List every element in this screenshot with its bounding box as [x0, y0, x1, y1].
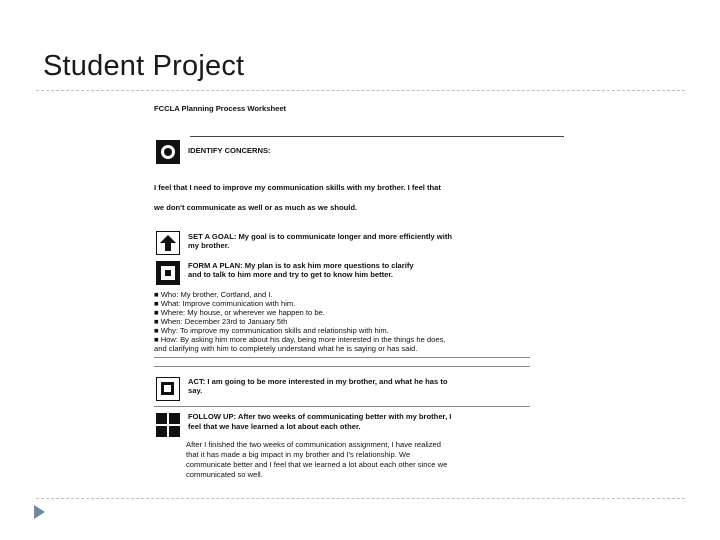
goal-line-2: my brother. — [188, 241, 230, 250]
act-icon — [156, 377, 180, 401]
up-arrow-icon — [156, 231, 180, 255]
plan-bullet-where: ■ Where: My house, or wherever we happen to be. — [154, 308, 325, 317]
divider — [154, 366, 530, 367]
plan-line-1: FORM A PLAN: My plan is to ask him more questions to clarify — [188, 261, 414, 270]
plan-bullet-when: ■ When: December 23rd to January 5th — [154, 317, 288, 326]
slide-title: Student Project — [43, 50, 245, 82]
grid-icon — [156, 413, 180, 437]
plan-bullet-why: ■ Why: To improve my communication skills and relationship with him. — [154, 326, 389, 335]
next-slide-arrow-icon[interactable] — [34, 505, 45, 519]
top-divider — [36, 90, 685, 91]
plan-line-2: and to talk to him more and try to get to know him better. — [188, 270, 394, 279]
goal-line-1: SET A GOAL: My goal is to communicate longer and more efficiently with — [188, 232, 452, 241]
worksheet-title: FCCLA Planning Process Worksheet — [154, 104, 287, 113]
identify-heading: IDENTIFY CONCERNS: — [188, 146, 271, 155]
target-icon — [156, 140, 180, 164]
follow-line-2: feel that we have learned a lot about each other. — [188, 422, 361, 431]
act-line-2: say. — [188, 386, 203, 395]
follow-para-2: that it has made a big impact in my brother and I's relationship. We — [186, 450, 411, 459]
follow-para-3: communicate better and I feel that we learned a lot about each other since we — [186, 460, 448, 469]
divider — [154, 406, 530, 407]
identify-line-1: I feel that I need to improve my communication skills with my brother. I feel that — [154, 183, 441, 192]
plan-bullet-what: ■ What: Improve communication with him. — [154, 299, 296, 308]
identify-line-2: we don't communicate as well or as much as we should. — [154, 203, 358, 212]
divider — [190, 136, 564, 137]
follow-line-1: FOLLOW UP: After two weeks of communicating better with my brother, I — [188, 412, 452, 421]
act-line-1: ACT: I am going to be more interested in my brother, and what he has to — [188, 377, 448, 386]
follow-para-4: communicated so well. — [186, 470, 263, 479]
square-target-icon — [156, 261, 180, 285]
bottom-divider — [36, 498, 685, 499]
plan-bullet-how: ■ How: By asking him more about his day, being more interested in the things he does, — [154, 335, 446, 344]
plan-bullet-how-cont: and clarifying with him to completely understand what he is saying or has said. — [154, 344, 418, 353]
follow-para-1: After I finished the two weeks of communication assignment, I have realized — [186, 440, 441, 449]
plan-bullet-who: ■ Who: My brother, Cortland, and I. — [154, 290, 273, 299]
divider — [154, 357, 530, 358]
